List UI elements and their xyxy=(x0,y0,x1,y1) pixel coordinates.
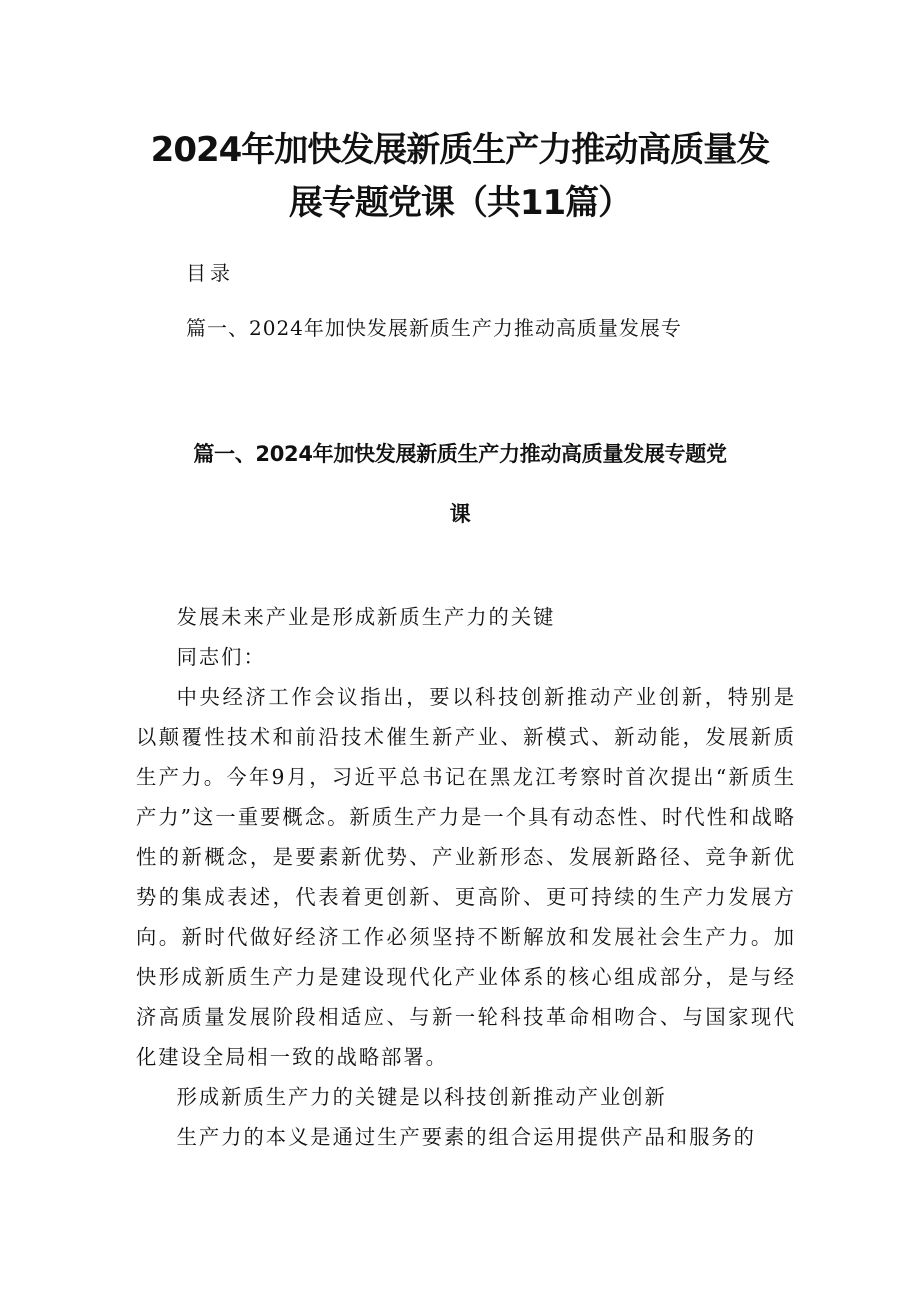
body-paragraph: 中央经济工作会议指出，要以科技创新推动产业创新，特别是以颠覆性技术和前沿技术催生新产业、新模式、新动能，发展新质生产力。今年9月，习近平总书记在黑龙江考察时首次提出“新质生产力”这一重要概念。新质生产力是一个具有动态性、时代性和战略性的新概念，是要素新优势、产业新形态、发展新路径、竞争新优势的集成表述，代表着更创新、更高阶、更可持续的生产力发展方向。新时代做好经济工作必须坚持不断解放和发展社会生产力。加快形成新质生产力是建设现代化产业体系的核心组成部分，是与经济高质量发展阶段相适应、与新一轮科技革命相吻合、与国家现代化建设全局相一致的战略部署。 xyxy=(136,685,796,1069)
subheading-tech-innovation: 形成新质生产力的关键是以科技创新推动产业创新 xyxy=(176,1085,667,1109)
document-title-line-1: 2024年加快发展新质生产力推动高质量发 xyxy=(150,130,770,170)
toc-heading: 目录 xyxy=(186,261,234,285)
toc-item-1[interactable]: 篇一、2024年加快发展新质生产力推动高质量发展专 xyxy=(186,316,682,340)
section-title-line-2: 课 xyxy=(449,502,471,526)
section-title-line-1: 篇一、2024年加快发展新质生产力推动高质量发展专题党 xyxy=(193,442,727,466)
body-text xyxy=(136,597,796,1157)
salutation: 同志们： xyxy=(176,645,266,669)
body-paragraph: 生产力的本义是通过生产要素的组合运用提供产品和服务的 xyxy=(176,1125,756,1149)
subheading-future-industries: 发展未来产业是形成新质生产力的关键 xyxy=(176,605,556,629)
document-title-line-2: 展专题党课（共11篇） xyxy=(288,183,632,223)
